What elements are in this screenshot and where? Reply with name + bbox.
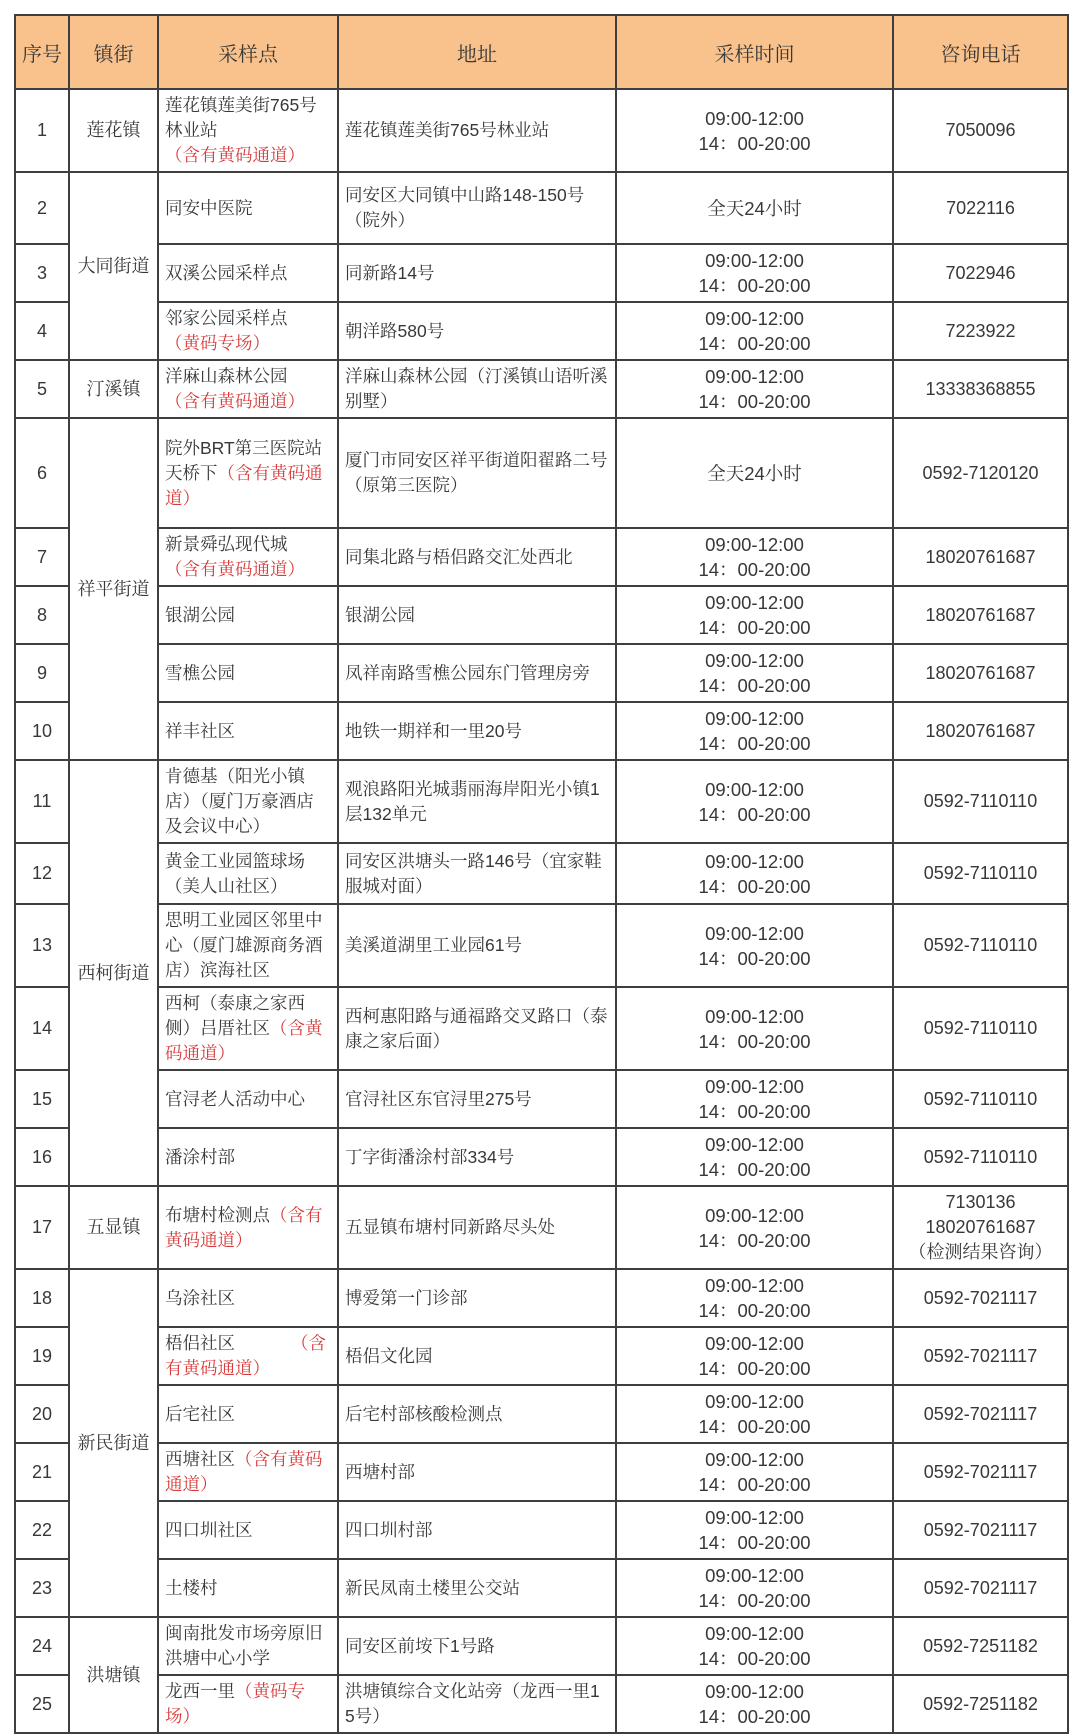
col-header-time: 采样时间	[616, 15, 893, 89]
address-cell: 丁字街潘涂村部334号	[338, 1128, 616, 1186]
phone-line: 18020761687	[925, 604, 1036, 625]
row-number-cell: 23	[15, 1559, 69, 1617]
time-line: 09:00-12:00	[705, 650, 804, 671]
table-row	[15, 702, 1068, 760]
phone-line: 18020761687	[925, 1217, 1036, 1237]
phone-cell	[893, 1501, 1068, 1559]
site-name: 乌涂社区	[165, 1287, 235, 1308]
site-cell	[158, 904, 338, 987]
time-line: 09:00-12:00	[705, 1391, 804, 1412]
row-number-cell: 5	[15, 360, 69, 418]
phone-cell	[893, 644, 1068, 702]
yellow-code-note: （含有黄码通道）	[165, 462, 323, 508]
row-number-cell: 12	[15, 843, 69, 904]
town-cell: 大同街道	[69, 172, 158, 360]
phone-cell	[893, 360, 1068, 418]
time-cell	[616, 1186, 893, 1269]
site-name: 潘涂村部	[165, 1146, 235, 1167]
row-number-cell: 16	[15, 1128, 69, 1186]
time-cell	[616, 1675, 893, 1733]
address-cell: 银湖公园	[338, 586, 616, 644]
time-line: 14：00-20:00	[698, 1101, 811, 1122]
site-cell	[158, 586, 338, 644]
row-number-cell: 10	[15, 702, 69, 760]
phone-line: 0592-7021117	[923, 1577, 1038, 1598]
address-cell: 厦门市同安区祥平街道阳翟路二号（原第三医院）	[338, 418, 616, 528]
site-cell	[158, 702, 338, 760]
row-number-cell: 20	[15, 1385, 69, 1443]
phone-line: 0592-7021117	[923, 1345, 1038, 1366]
time-line: 09:00-12:00	[705, 1565, 804, 1586]
site-cell	[158, 89, 338, 172]
time-line: 09:00-12:00	[705, 308, 804, 329]
phone-cell	[893, 302, 1068, 360]
table-header	[15, 15, 1068, 89]
table-row	[15, 1327, 1068, 1385]
col-header-phone: 咨询电话	[893, 15, 1068, 89]
address-cell: 同安区洪塘头一路146号（宜家鞋服城对面）	[338, 843, 616, 904]
phone-line: 7223922	[945, 320, 1016, 341]
time-line: 09:00-12:00	[705, 107, 804, 129]
site-cell	[158, 644, 338, 702]
table-row	[15, 1501, 1068, 1559]
yellow-code-note: （含有黄码通道）	[165, 1204, 323, 1250]
table-row	[15, 1070, 1068, 1128]
time-line: 14：00-20:00	[698, 947, 811, 969]
time-cell	[616, 1559, 893, 1617]
phone-cell	[893, 172, 1068, 244]
time-cell	[616, 644, 893, 702]
town-cell: 汀溪镇	[69, 360, 158, 418]
town-cell: 莲花镇	[69, 89, 158, 172]
phone-line: 0592-7110110	[923, 1088, 1038, 1109]
site-name: 院外BRT第三医院站天桥下	[165, 437, 323, 483]
yellow-code-note: （含有黄码通道）	[165, 559, 305, 579]
time-cell	[616, 528, 893, 586]
phone-line: 0592-7251182	[923, 1635, 1038, 1656]
address-cell: 五显镇布塘村同新路尽头处	[338, 1186, 616, 1269]
phone-line: 18020761687	[925, 720, 1036, 741]
time-cell	[616, 904, 893, 987]
table-body	[15, 89, 1068, 1733]
site-cell	[158, 1186, 338, 1269]
site-cell	[158, 360, 338, 418]
phone-line: 0592-7120120	[922, 462, 1039, 483]
address-cell: 新民凤南土楼里公交站	[338, 1559, 616, 1617]
row-number-cell: 4	[15, 302, 69, 360]
row-number-cell: 15	[15, 1070, 69, 1128]
phone-line: 0592-7110110	[923, 1018, 1038, 1038]
row-number-cell: 6	[15, 418, 69, 528]
row-number-cell: 19	[15, 1327, 69, 1385]
site-name: 肯德基（阳光小镇店）（厦门万豪酒店及会议中心）	[165, 766, 314, 836]
table-row	[15, 1675, 1068, 1733]
site-cell	[158, 1327, 338, 1385]
address-cell: 莲花镇莲美街765号林业站	[338, 89, 616, 172]
phone-cell	[893, 586, 1068, 644]
town-cell: 五显镇	[69, 1186, 158, 1269]
address-cell: 地铁一期祥和一里20号	[338, 702, 616, 760]
time-line: 09:00-12:00	[705, 250, 804, 271]
town-cell: 新民街道	[69, 1269, 158, 1617]
time-cell	[616, 1501, 893, 1559]
time-line: 09:00-12:00	[705, 592, 804, 613]
site-name: 西柯（泰康之家西侧）吕厝社区	[165, 993, 305, 1038]
yellow-code-note: （含有黄码通道）	[165, 145, 305, 165]
site-cell	[158, 1269, 338, 1327]
time-line: 14：00-20:00	[698, 333, 811, 354]
row-number-cell: 11	[15, 760, 69, 843]
time-line: 09:00-12:00	[705, 1623, 804, 1644]
site-name: 双溪公园采样点	[165, 262, 288, 283]
phone-cell	[893, 89, 1068, 172]
row-number-cell: 8	[15, 586, 69, 644]
table-row	[15, 586, 1068, 644]
site-cell	[158, 1070, 338, 1128]
phone-cell	[893, 760, 1068, 843]
phone-line: 7050096	[945, 120, 1016, 140]
row-number-cell: 24	[15, 1617, 69, 1675]
time-line: 14：00-20:00	[698, 1300, 811, 1321]
address-cell: 西塘村部	[338, 1443, 616, 1501]
address-cell: 梧侣文化园	[338, 1327, 616, 1385]
site-name: 新景舜弘现代城	[165, 534, 288, 554]
phone-line: 0592-7021117	[923, 1403, 1038, 1424]
time-line: 14：00-20:00	[698, 1358, 811, 1379]
site-name: 四口圳社区	[165, 1519, 253, 1540]
address-cell: 四口圳村部	[338, 1501, 616, 1559]
address-cell: 美溪道湖里工业园61号	[338, 904, 616, 987]
time-line: 09:00-12:00	[705, 1275, 804, 1296]
row-number-cell: 25	[15, 1675, 69, 1733]
site-cell	[158, 1617, 338, 1675]
phone-line: 0592-7110110	[923, 863, 1038, 883]
time-line: 14：00-20:00	[698, 132, 811, 154]
site-cell	[158, 528, 338, 586]
time-line: 14：00-20:00	[698, 1474, 811, 1495]
town-cell: 祥平街道	[69, 418, 158, 760]
yellow-code-note: （含有黄码通道）	[165, 1333, 326, 1378]
time-line: 09:00-12:00	[705, 778, 804, 800]
site-cell	[158, 1559, 338, 1617]
time-cell	[616, 360, 893, 418]
time-line: 09:00-12:00	[705, 1507, 804, 1528]
time-cell	[616, 1443, 893, 1501]
phone-cell	[893, 1617, 1068, 1675]
site-cell	[158, 1128, 338, 1186]
row-number-cell: 1	[15, 89, 69, 172]
row-number-cell: 3	[15, 244, 69, 302]
time-line: 14：00-20:00	[698, 1706, 811, 1727]
site-cell	[158, 418, 338, 528]
time-line: 09:00-12:00	[705, 850, 804, 872]
site-cell	[158, 760, 338, 843]
time-line: 09:00-12:00	[705, 1333, 804, 1354]
phone-cell	[893, 702, 1068, 760]
row-number-cell: 17	[15, 1186, 69, 1269]
site-name: 银湖公园	[165, 604, 235, 625]
time-cell	[616, 586, 893, 644]
site-cell	[158, 172, 338, 244]
phone-line: 7130136	[945, 1192, 1016, 1212]
phone-line: 0592-7110110	[923, 791, 1038, 811]
phone-line: 7022946	[945, 262, 1016, 283]
site-name: 邻家公园采样点	[165, 308, 288, 328]
site-cell	[158, 1501, 338, 1559]
time-line: 14：00-20:00	[698, 733, 811, 754]
phone-line: （检测结果咨询）	[908, 1242, 1053, 1262]
site-cell	[158, 987, 338, 1070]
time-line: 09:00-12:00	[705, 1076, 804, 1097]
time-line: 09:00-12:00	[705, 1134, 804, 1155]
site-name: 西塘社区	[165, 1449, 235, 1469]
time-cell	[616, 302, 893, 360]
site-name: 梧侣社区	[165, 1333, 235, 1353]
time-cell	[616, 1385, 893, 1443]
site-name: 土楼村	[165, 1577, 218, 1598]
table-row	[15, 1269, 1068, 1327]
row-number-cell: 21	[15, 1443, 69, 1501]
time-cell	[616, 1128, 893, 1186]
time-cell	[616, 244, 893, 302]
address-cell: 洪塘镇综合文化站旁（龙西一里15号）	[338, 1675, 616, 1733]
time-cell	[616, 702, 893, 760]
address-cell: 同集北路与梧侣路交汇处西北	[338, 528, 616, 586]
phone-line: 18020761687	[925, 662, 1036, 683]
table-row	[15, 528, 1068, 586]
town-cell: 西柯街道	[69, 760, 158, 1186]
table-row	[15, 1186, 1068, 1269]
time-line: 09:00-12:00	[705, 922, 804, 944]
time-line: 09:00-12:00	[705, 1681, 804, 1702]
table-row	[15, 1559, 1068, 1617]
time-line: 14：00-20:00	[698, 617, 811, 638]
site-name: 洋麻山森林公园	[165, 366, 288, 386]
phone-cell	[893, 528, 1068, 586]
phone-cell	[893, 1327, 1068, 1385]
yellow-code-note: （含有黄码通道）	[165, 1449, 323, 1494]
time-cell	[616, 1070, 893, 1128]
time-line: 14：00-20:00	[698, 1590, 811, 1611]
phone-line: 13338368855	[925, 378, 1036, 399]
row-number-cell: 22	[15, 1501, 69, 1559]
phone-line: 0592-7021117	[923, 1287, 1038, 1308]
time-cell	[616, 760, 893, 843]
site-name: 官浔老人活动中心	[165, 1088, 305, 1109]
row-number-cell: 2	[15, 172, 69, 244]
address-cell: 朝洋路580号	[338, 302, 616, 360]
address-cell: 西柯惠阳路与通福路交叉路口（泰康之家后面）	[338, 987, 616, 1070]
site-name: 祥丰社区	[165, 720, 235, 741]
table-row	[15, 644, 1068, 702]
row-number-cell: 18	[15, 1269, 69, 1327]
time-cell	[616, 1617, 893, 1675]
yellow-code-note: （含黄码通道）	[165, 1018, 323, 1063]
time-line: 14：00-20:00	[698, 1229, 811, 1251]
time-line: 14：00-20:00	[698, 1532, 811, 1553]
phone-cell	[893, 1070, 1068, 1128]
table-row	[15, 244, 1068, 302]
site-name: 同安中医院	[165, 197, 253, 218]
site-name: 闽南批发市场旁原旧洪塘中心小学	[165, 1623, 323, 1668]
table-row	[15, 760, 1068, 843]
site-cell	[158, 843, 338, 904]
phone-cell	[893, 904, 1068, 987]
time-line: 09:00-12:00	[705, 1005, 804, 1027]
site-name: 龙西一里	[165, 1681, 235, 1701]
time-line: 14：00-20:00	[698, 875, 811, 897]
table-row	[15, 904, 1068, 987]
table-row	[15, 89, 1068, 172]
time-line: 14：00-20:00	[698, 1030, 811, 1052]
phone-cell	[893, 1443, 1068, 1501]
time-cell	[616, 987, 893, 1070]
address-cell: 观浪路阳光城翡丽海岸阳光小镇1层132单元	[338, 760, 616, 843]
site-cell	[158, 302, 338, 360]
time-line: 09:00-12:00	[705, 708, 804, 729]
time-cell	[616, 1327, 893, 1385]
address-cell: 同新路14号	[338, 244, 616, 302]
col-header-site: 采样点	[158, 15, 338, 89]
time-line: 09:00-12:00	[705, 1449, 804, 1470]
site-cell	[158, 1443, 338, 1501]
time-line: 14：00-20:00	[698, 391, 811, 412]
site-cell	[158, 1385, 338, 1443]
phone-line: 0592-7251182	[923, 1693, 1038, 1714]
address-cell: 后宅村部核酸检测点	[338, 1385, 616, 1443]
table-row	[15, 1385, 1068, 1443]
col-header-no: 序号	[15, 15, 69, 89]
time-line: 全天24小时	[707, 462, 802, 484]
table-row	[15, 1443, 1068, 1501]
time-line: 14：00-20:00	[698, 803, 811, 825]
time-cell	[616, 89, 893, 172]
time-cell	[616, 1269, 893, 1327]
phone-cell	[893, 1186, 1068, 1269]
time-line: 09:00-12:00	[705, 1204, 804, 1226]
address-cell: 同安区前垵下1号路	[338, 1617, 616, 1675]
phone-cell	[893, 1269, 1068, 1327]
address-cell: 官浔社区东官浔里275号	[338, 1070, 616, 1128]
time-line: 09:00-12:00	[705, 534, 804, 555]
site-name: 思明工业园区邻里中心（厦门雄源商务酒店）滨海社区	[165, 910, 323, 980]
time-cell	[616, 172, 893, 244]
address-cell: 同安区大同镇中山路148-150号（院外）	[338, 172, 616, 244]
site-name: 后宅社区	[165, 1403, 235, 1424]
table-row	[15, 302, 1068, 360]
row-number-cell: 9	[15, 644, 69, 702]
phone-line: 7022116	[946, 197, 1015, 218]
time-line: 09:00-12:00	[705, 366, 804, 387]
yellow-code-note: （黄码专场）	[165, 333, 270, 353]
table-row	[15, 360, 1068, 418]
col-header-town: 镇街	[69, 15, 158, 89]
table-row	[15, 1128, 1068, 1186]
header-row	[15, 15, 1068, 89]
site-cell	[158, 244, 338, 302]
time-cell	[616, 418, 893, 528]
phone-cell	[893, 1385, 1068, 1443]
site-name: 雪樵公园	[165, 662, 235, 683]
address-cell: 博爱第一门诊部	[338, 1269, 616, 1327]
time-line: 14：00-20:00	[698, 1648, 811, 1669]
yellow-code-note: （含有黄码通道）	[165, 391, 305, 411]
town-cell: 洪塘镇	[69, 1617, 158, 1733]
site-cell	[158, 1675, 338, 1733]
time-line: 全天24小时	[707, 197, 802, 219]
time-line: 14：00-20:00	[698, 1159, 811, 1180]
site-name: 布塘村检测点	[165, 1204, 270, 1225]
site-name: 黄金工业园篮球场（美人山社区）	[165, 850, 305, 896]
site-name: 莲花镇莲美街765号林业站	[165, 95, 317, 140]
phone-cell	[893, 244, 1068, 302]
phone-cell	[893, 843, 1068, 904]
row-number-cell: 7	[15, 528, 69, 586]
phone-line: 0592-7110110	[923, 1146, 1038, 1167]
time-line: 14：00-20:00	[698, 559, 811, 580]
phone-line: 18020761687	[925, 546, 1036, 567]
table-row	[15, 1617, 1068, 1675]
time-line: 14：00-20:00	[698, 275, 811, 296]
yellow-code-note: （黄码专场）	[165, 1681, 305, 1726]
phone-line: 0592-7021117	[923, 1461, 1038, 1482]
phone-cell	[893, 1675, 1068, 1733]
address-cell: 洋麻山森林公园（汀溪镇山语听溪别墅）	[338, 360, 616, 418]
time-cell	[616, 843, 893, 904]
time-line: 14：00-20:00	[698, 1416, 811, 1437]
time-line: 14：00-20:00	[698, 675, 811, 696]
row-number-cell: 13	[15, 904, 69, 987]
phone-cell	[893, 418, 1068, 528]
phone-line: 0592-7021117	[923, 1519, 1038, 1540]
phone-cell	[893, 1559, 1068, 1617]
phone-cell	[893, 1128, 1068, 1186]
address-cell: 凤祥南路雪樵公园东门管理房旁	[338, 644, 616, 702]
phone-line: 0592-7110110	[923, 935, 1038, 955]
table-row	[15, 843, 1068, 904]
sampling-sites-table	[14, 14, 1069, 1734]
table-row	[15, 418, 1068, 528]
table-row	[15, 172, 1068, 244]
row-number-cell: 14	[15, 987, 69, 1070]
col-header-address: 地址	[338, 15, 616, 89]
table-row	[15, 987, 1068, 1070]
phone-cell	[893, 987, 1068, 1070]
